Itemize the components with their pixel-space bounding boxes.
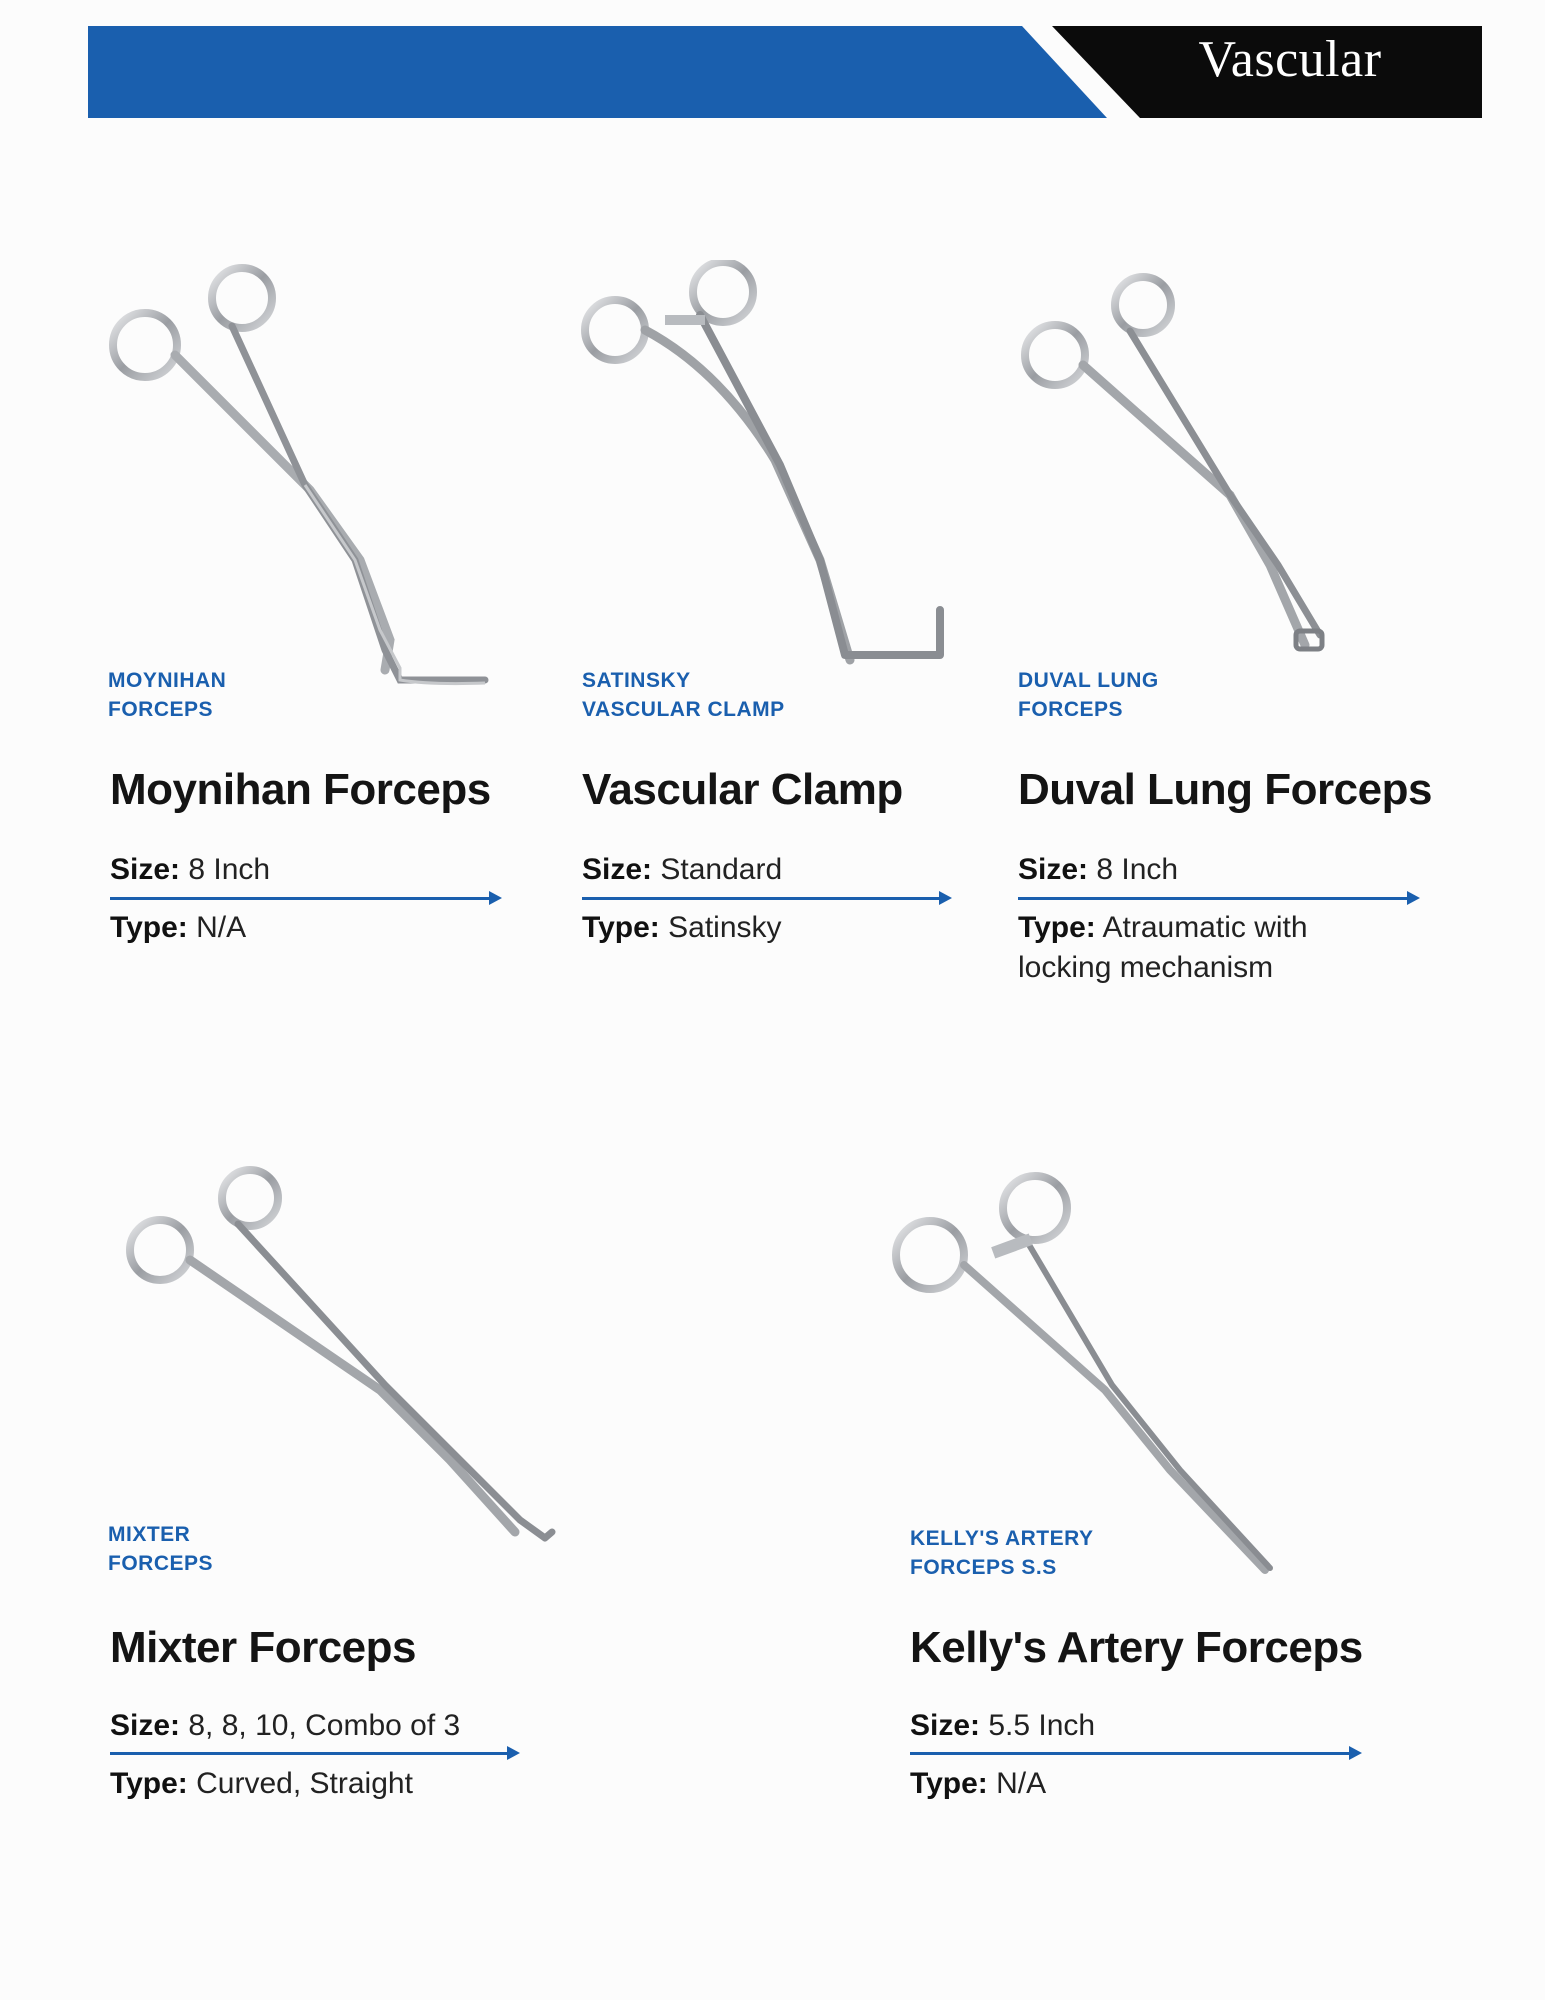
product-name: Duval Lung Forceps [1018,765,1432,814]
product-code: SATINSKY VASCULAR CLAMP [582,669,785,721]
size-value: 8, 8, 10, Combo of 3 [188,1709,461,1742]
banner-blue-band [88,26,1107,118]
arrow-right-icon [1407,891,1420,905]
size-label: Size: [110,1709,181,1742]
angled-clamp-icon [570,260,970,680]
spec-arrow [110,891,502,905]
size-spec [910,1706,1370,1746]
product-name: Vascular Clamp [582,765,903,814]
product-name: Moynihan Forceps [110,765,491,814]
header-banner [0,0,1545,140]
product-code: MOYNIHAN FORCEPS [108,669,227,721]
size-spec [110,850,530,890]
type-value: Atraumatic with locking mechanism [1018,911,1308,984]
type-spec [1018,908,1398,988]
size-label: Size: [910,1709,981,1742]
section-title: Vascular [1198,31,1382,88]
arrow-right-icon [939,891,952,905]
type-label: Type: [110,911,188,944]
type-label: Type: [582,911,660,944]
size-label: Size: [582,853,653,886]
product-code: DUVAL LUNG FORCEPS [1018,669,1159,721]
type-value: Curved, Straight [196,1767,413,1800]
size-value: Standard [660,853,783,886]
arrow-right-icon [489,891,502,905]
size-spec [582,850,1002,890]
spec-arrow [582,891,952,905]
spec-arrow [110,1746,520,1760]
size-value: 8 Inch [188,853,271,886]
size-label: Size: [1018,853,1089,886]
type-spec [110,908,530,948]
arrow-right-icon [507,1746,520,1760]
lung-forceps-icon [1010,265,1410,665]
type-value: N/A [196,911,247,944]
type-value: N/A [996,1767,1047,1800]
product-name: Kelly's Artery Forceps [910,1623,1363,1672]
type-label: Type: [1018,911,1096,944]
spec-arrow [1018,891,1420,905]
type-label: Type: [110,1767,188,1800]
curved-forceps-icon [100,260,500,700]
type-value: Satinsky [668,911,782,944]
size-spec [110,1706,570,1746]
size-label: Size: [110,853,181,886]
product-code: MIXTER FORCEPS [108,1523,214,1575]
type-spec [910,1764,1370,1804]
product-name: Mixter Forceps [110,1623,416,1672]
right-angle-forceps-icon [120,1160,570,1560]
size-value: 5.5 Inch [988,1709,1096,1742]
type-spec [582,908,1002,948]
type-label: Type: [910,1767,988,1800]
size-value: 8 Inch [1096,853,1179,886]
type-spec [110,1764,570,1804]
size-spec [1018,850,1438,890]
product-code: KELLY'S ARTERY FORCEPS S.S [910,1527,1094,1579]
spec-arrow [910,1746,1362,1760]
arrow-right-icon [1349,1746,1362,1760]
